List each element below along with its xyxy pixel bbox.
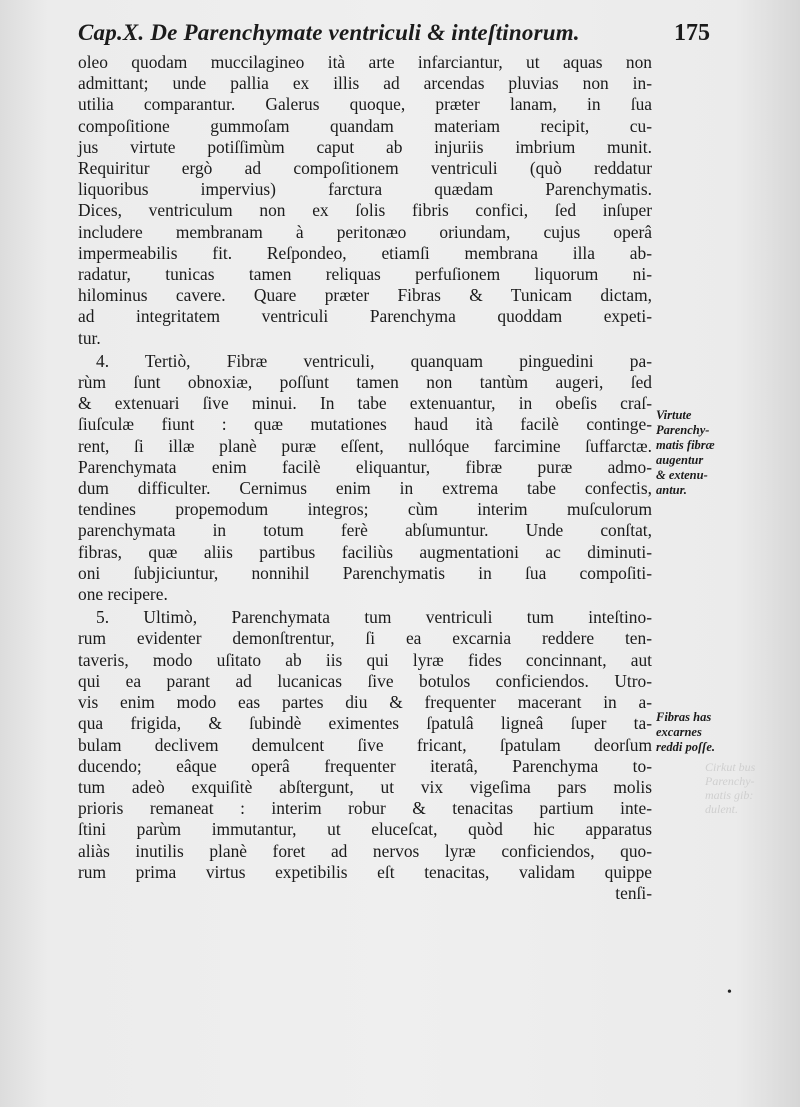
text-line: oleo quodam muccilagineo ità arte infarciantur, ut aquas non (78, 52, 652, 72)
margin-note-line: Parenchy- (656, 423, 710, 437)
main-text (78, 52, 652, 904)
show-through-line: dulent. (705, 802, 738, 816)
text-line: fibras, quæ aliis partibus faciliùs augmentationi ac diminuti- (78, 541, 652, 562)
text-line: ad integritatem ventriculi Parenchyma quoddam expeti- (78, 306, 652, 327)
margin-note-line: Virtute (656, 408, 692, 422)
ink-speck: • (727, 985, 732, 1000)
margin-note-line: reddi poſſe. (656, 740, 716, 754)
page-number: 175 (674, 20, 710, 46)
text-line: aliàs inutilis planè foret ad nervos lyræ conficiendos, quo- (78, 840, 652, 861)
margin-note-line: augentur (656, 453, 704, 467)
text-line: vis enim modo eas partes diu & frequenter macerant in a- (78, 692, 652, 713)
show-through-line: Parenchy- (705, 774, 755, 788)
text-line: compoſitione gummoſam quandam materiam recipit, cu- (78, 115, 652, 136)
text-line: liquoribus impervius) farctura quædam Parenchymatis. (78, 179, 652, 200)
text-line: rum evidenter demonſtrentur, ſi ea excarnia reddere ten- (78, 628, 652, 649)
text-line: taveris, modo uſitato ab iis qui lyræ fides concinnant, aut (78, 649, 652, 670)
show-through-text (705, 760, 795, 816)
margin-note-line: excarnes (656, 725, 702, 739)
text-line: tur. (78, 327, 101, 348)
text-line: & extenuari ſive minui. In tabe extenuantur, in obeſis craſ- (78, 393, 652, 414)
catchword: tenſi- (615, 882, 652, 903)
text-line: qua frigida, & ſubindè eximentes ſpatulâ ligneâ ſuper ta- (78, 713, 652, 734)
text-line: tum adeò exquiſitè abſtergunt, ut vix vigeſima pars molis (78, 776, 652, 797)
text-line: impermeabilis fit. Reſpondeo, etiamſi membrana illa ab- (78, 242, 652, 263)
text-line: ſiuſculæ fiunt : quæ mutationes haud ità facilè continge- (78, 414, 652, 435)
running-title: Cap.X. De Parenchymate ventriculi & inteſtinorum. (78, 20, 580, 45)
text-line: rent, ſi illæ planè puræ eſſent, nullóque farcimine ſuffarctæ. (78, 435, 652, 456)
text-line: jus virtute potiſſimùm caput ab injuriis imbrium munit. (78, 136, 652, 157)
text-line: Dices, ventriculum non ex ſolis fibris confici, ſed inſuper (78, 200, 652, 221)
text-line: one recipere. (78, 584, 168, 605)
margin-note-line: matis fibræ (656, 438, 715, 452)
margin-note-line: Fibras has (656, 710, 712, 724)
text-line: includere membranam à peritonæo oriundam, cujus operâ (78, 221, 652, 242)
text-line: Requiritur ergò ad compoſitionem ventriculi (quò reddatur (78, 158, 652, 179)
text-line: bulam declivem demulcent ſive fricant, ſpatulam deorſum (78, 734, 652, 755)
margin-note-line: & extenu- (656, 468, 708, 482)
margin-note (656, 408, 796, 498)
text-line: ſtini parùm immutantur, ut eluceſcat, quòd hic apparatus (78, 819, 652, 840)
text-line: hilominus cavere. Quare præter Fibras & Tunicam dictam, (78, 285, 652, 306)
text-line: 4. Tertiò, Fibræ ventriculi, quanquam pinguedini pa- (96, 350, 652, 371)
text-line: qui ea parant ad lucanicas ſive botulos conficiendos. Utro- (78, 670, 652, 691)
text-line: utilia comparantur. Galerus quoque, præter lanam, in ſua (78, 94, 652, 115)
text-line: prioris remaneat : interim robur & tenacitas partium inte- (78, 798, 652, 819)
show-through-line: Cirkut bus (705, 760, 756, 774)
running-header (78, 20, 718, 54)
text-line: admittant; unde pallia ex illis ad arcendas pluvias non in- (78, 73, 652, 94)
text-line: Parenchymata enim facilè eliquantur, fibræ puræ admo- (78, 456, 652, 477)
text-line: oni ſubjiciuntur, nonnihil Parenchymatis in ſua compoſiti- (78, 562, 652, 583)
text-line: parenchymata in totum ferè abſumuntur. Unde conſtat, (78, 520, 652, 541)
text-line: tendines propemodum integros; cùm interim muſculorum (78, 499, 652, 520)
text-line: rum prima virtus expetibilis eſt tenacitas, validam quippe (78, 861, 652, 882)
show-through-line: matis gib: (705, 788, 754, 802)
text-line: ducendo; eâque operâ frequenter iteratâ, Parenchyma to- (78, 755, 652, 776)
margin-note (656, 710, 796, 755)
text-line: dum difficulter. Cernimus enim in extrema tabe confectis, (78, 478, 652, 499)
text-line: 5. Ultimò, Parenchymata tum ventriculi tum inteſtino- (96, 607, 652, 628)
text-line: rùm ſunt obnoxiæ, poſſunt tamen non tantùm augeri, ſed (78, 372, 652, 393)
margin-note-line: antur. (656, 483, 687, 497)
text-line: radatur, tunicas tamen reliquas perfuſionem liquorum ni- (78, 264, 652, 285)
